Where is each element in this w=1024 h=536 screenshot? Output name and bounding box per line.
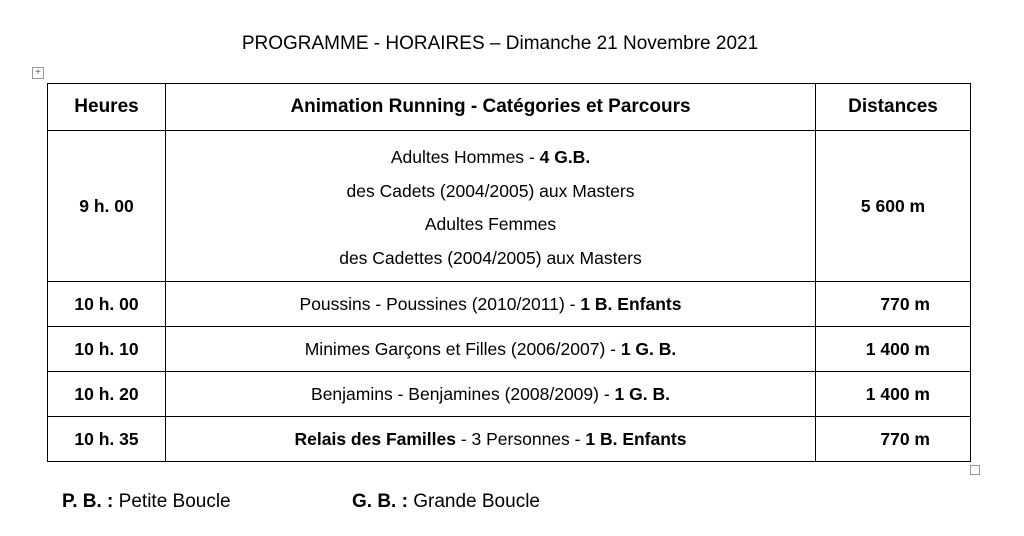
time-cell: 10 h. 35 xyxy=(48,417,166,462)
table-row xyxy=(48,372,971,417)
distance-cell: 770 m xyxy=(816,282,971,327)
category-course: 1 G. B. xyxy=(614,383,670,404)
category-text: Minimes Garçons et Filles (2006/2007) - xyxy=(304,338,621,359)
legend-abbr: P. B. : xyxy=(62,491,114,512)
category-lead: Relais des Familles xyxy=(294,428,456,449)
category-cell xyxy=(166,131,816,282)
table-row xyxy=(48,282,971,327)
category-cell xyxy=(166,327,816,372)
table-row xyxy=(48,327,971,372)
category-text: Benjamins - Benjamines (2008/2009) - xyxy=(311,383,615,404)
category-cell xyxy=(166,372,816,417)
legend-text: Grande Boucle xyxy=(407,491,540,512)
table-move-handle-icon[interactable]: + xyxy=(32,67,44,79)
legend-abbr: G. B. : xyxy=(352,491,408,512)
distance-cell: 5 600 m xyxy=(816,131,971,282)
table-row xyxy=(48,131,971,282)
distance-cell: 1 400 m xyxy=(816,372,971,417)
category-cell xyxy=(166,282,816,327)
time-cell: 10 h. 10 xyxy=(48,327,166,372)
category-course: 1 B. Enfants xyxy=(585,428,687,449)
time-cell: 9 h. 00 xyxy=(48,131,166,282)
header-categories: Animation Running - Catégories et Parcours xyxy=(166,84,816,131)
category-text: Adultes Hommes - xyxy=(390,147,540,167)
table-resize-handle-icon[interactable] xyxy=(970,465,980,475)
table-row xyxy=(48,417,971,462)
legend-text: Petite Boucle xyxy=(113,491,231,512)
category-cell xyxy=(166,417,816,462)
category-line: des Cadets (2004/2005) aux Masters xyxy=(346,180,635,201)
category-line: Adultes Femmes xyxy=(424,214,557,234)
distance-cell: 770 m xyxy=(816,417,971,462)
category-text: - 3 Personnes - xyxy=(455,428,586,449)
legend-grande-boucle xyxy=(352,491,540,513)
distance-cell: 1 400 m xyxy=(816,327,971,372)
page-title: PROGRAMME - HORAIRES – Dimanche 21 Novembre 2021 xyxy=(241,33,759,54)
category-course: 4 G.B. xyxy=(539,147,591,167)
category-course: 1 G. B. xyxy=(620,338,677,359)
time-cell: 10 h. 20 xyxy=(48,372,166,417)
header-hours: Heures xyxy=(48,84,166,131)
legend-petite-boucle xyxy=(62,491,231,513)
time-cell: 10 h. 00 xyxy=(48,282,166,327)
category-text: Poussins - Poussines (2010/2011) - xyxy=(299,293,581,314)
category-line xyxy=(166,141,815,175)
category-line: des Cadettes (2004/2005) aux Masters xyxy=(339,247,642,268)
table-header-row xyxy=(48,84,971,131)
category-course: 1 B. Enfants xyxy=(580,293,682,314)
header-distances: Distances xyxy=(816,84,971,131)
schedule-table xyxy=(47,83,971,462)
